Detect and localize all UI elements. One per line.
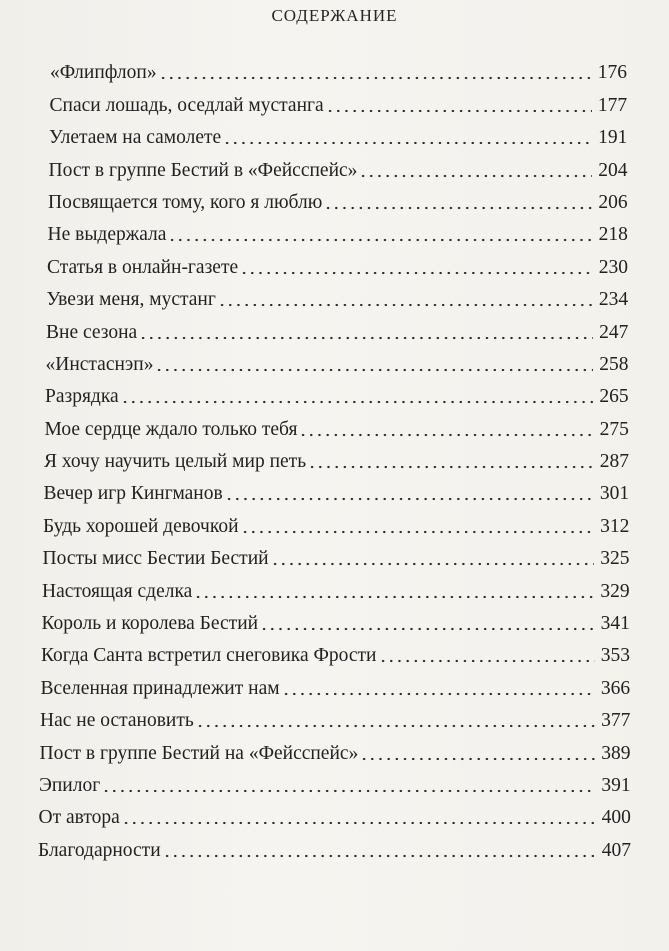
toc-entry-title: Улетаем на самолете bbox=[49, 127, 222, 149]
table-of-contents bbox=[0, 59, 669, 869]
toc-entry-page-number: 218 bbox=[598, 224, 628, 246]
dot-leader bbox=[102, 788, 595, 794]
dot-leader bbox=[308, 464, 594, 470]
dot-leader bbox=[196, 723, 595, 729]
dot-leader bbox=[240, 270, 593, 276]
toc-entry-title: Пост в группе Бестий на «Фейсспейс» bbox=[39, 742, 359, 764]
dot-leader bbox=[241, 529, 595, 535]
toc-entry bbox=[0, 189, 669, 221]
toc-entry bbox=[0, 577, 669, 609]
toc-entry-page-number: 312 bbox=[600, 515, 630, 537]
toc-entry-page-number: 389 bbox=[601, 742, 631, 764]
dot-leader bbox=[282, 691, 595, 697]
toc-entry-page-number: 265 bbox=[599, 386, 629, 408]
toc-entry bbox=[0, 836, 669, 868]
toc-entry-title: Вселенная принадлежит нам bbox=[40, 677, 280, 699]
dot-leader bbox=[299, 432, 593, 438]
toc-entry-title: Когда Санта встретил снеговика Фрости bbox=[41, 645, 377, 667]
toc-entry-title: Нас не остановить bbox=[40, 710, 194, 732]
toc-entry-title: От автора bbox=[38, 807, 120, 829]
toc-entry-title: «Флипфлоп» bbox=[50, 62, 157, 84]
dot-leader bbox=[223, 140, 592, 146]
toc-entry-page-number: 353 bbox=[600, 645, 630, 667]
toc-entry-page-number: 230 bbox=[598, 256, 628, 278]
toc-entry-title: Мое сердце ждало только тебя bbox=[44, 418, 298, 440]
toc-entry-page-number: 234 bbox=[598, 289, 629, 311]
toc-entry-page-number: 177 bbox=[597, 94, 628, 116]
dot-leader bbox=[194, 594, 594, 600]
dot-leader bbox=[225, 496, 594, 502]
toc-entry-title: Будь хорошей девочкой bbox=[43, 515, 239, 537]
toc-entry bbox=[0, 448, 669, 480]
toc-entry bbox=[0, 221, 669, 253]
toc-entry-page-number: 191 bbox=[598, 127, 628, 149]
dot-leader bbox=[121, 399, 594, 405]
dot-leader bbox=[139, 335, 593, 341]
toc-entry-title: Статья в онлайн-газете bbox=[47, 256, 239, 278]
toc-entry bbox=[0, 318, 669, 350]
toc-entry-page-number: 204 bbox=[598, 159, 628, 181]
toc-entry bbox=[0, 351, 669, 383]
toc-entry-title: Вечер игр Кингманов bbox=[43, 483, 223, 505]
dot-leader bbox=[359, 173, 592, 179]
toc-entry-title: Эпилог bbox=[39, 774, 101, 796]
toc-entry-title: Не выдержала bbox=[47, 224, 167, 246]
toc-entry-page-number: 391 bbox=[601, 774, 631, 796]
toc-entry bbox=[0, 156, 669, 188]
toc-entry-page-number: 176 bbox=[597, 62, 627, 84]
toc-entry bbox=[0, 286, 669, 318]
toc-entry-title: Спаси лошадь, оседлай мустанга bbox=[49, 94, 324, 116]
toc-entry bbox=[0, 674, 669, 706]
toc-entry-title: Король и королева Бестий bbox=[41, 613, 259, 635]
toc-entry-page-number: 287 bbox=[599, 451, 629, 473]
dot-leader bbox=[379, 658, 595, 664]
toc-entry bbox=[0, 772, 669, 804]
toc-entry-page-number: 377 bbox=[601, 710, 631, 732]
toc-entry-page-number: 407 bbox=[601, 839, 631, 861]
toc-entry-title: «Инстаснэп» bbox=[45, 353, 154, 375]
dot-leader bbox=[218, 302, 593, 308]
toc-entry bbox=[0, 739, 669, 771]
toc-entry bbox=[0, 545, 669, 577]
toc-entry-title: Благодарности bbox=[38, 839, 161, 861]
toc-entry-title: Посты мисс Бестии Бестий bbox=[42, 548, 269, 570]
toc-entry-title: Пост в группе Бестий в «Фейсспейс» bbox=[48, 159, 358, 181]
dot-leader bbox=[159, 75, 592, 81]
toc-entry-title: Разрядка bbox=[45, 386, 119, 408]
dot-leader bbox=[260, 626, 595, 632]
dot-leader bbox=[324, 205, 592, 211]
toc-entry-page-number: 301 bbox=[599, 483, 630, 505]
dot-leader bbox=[155, 367, 593, 373]
toc-entry bbox=[0, 707, 669, 739]
toc-entry bbox=[0, 804, 669, 836]
page-heading: СОДЕРЖАНИЕ bbox=[271, 6, 398, 25]
toc-entry bbox=[0, 480, 669, 512]
toc-entry bbox=[0, 253, 669, 285]
toc-entry-page-number: 341 bbox=[600, 613, 630, 635]
toc-entry-title: Посвящается тому, кого я люблю bbox=[48, 191, 323, 213]
toc-entry bbox=[0, 512, 669, 544]
toc-entry-title: Увези меня, мустанг bbox=[46, 289, 216, 311]
toc-entry-page-number: 206 bbox=[598, 191, 628, 213]
toc-entry-page-number: 258 bbox=[599, 353, 629, 375]
toc-entry bbox=[0, 610, 669, 642]
toc-entry-title: Я хочу научить целый мир петь bbox=[44, 451, 307, 473]
toc-entry bbox=[0, 415, 669, 447]
dot-leader bbox=[122, 820, 596, 826]
toc-entry bbox=[0, 124, 669, 156]
toc-entry bbox=[0, 59, 669, 91]
dot-leader bbox=[360, 756, 595, 762]
toc-entry-page-number: 325 bbox=[600, 548, 630, 570]
toc-entry-page-number: 247 bbox=[599, 321, 629, 343]
dot-leader bbox=[168, 237, 592, 243]
toc-entry bbox=[0, 642, 669, 674]
toc-entry-page-number: 366 bbox=[600, 677, 631, 699]
toc-entry-title: Вне сезона bbox=[46, 321, 138, 343]
toc-entry-page-number: 400 bbox=[601, 807, 631, 829]
dot-leader bbox=[271, 561, 595, 567]
toc-entry-title: Настоящая сделка bbox=[42, 580, 193, 602]
toc-entry bbox=[0, 91, 669, 123]
dot-leader bbox=[326, 108, 592, 114]
toc-entry-page-number: 275 bbox=[599, 418, 629, 440]
dot-leader bbox=[163, 853, 596, 859]
toc-entry-page-number: 329 bbox=[600, 580, 630, 602]
toc-entry bbox=[0, 383, 669, 415]
